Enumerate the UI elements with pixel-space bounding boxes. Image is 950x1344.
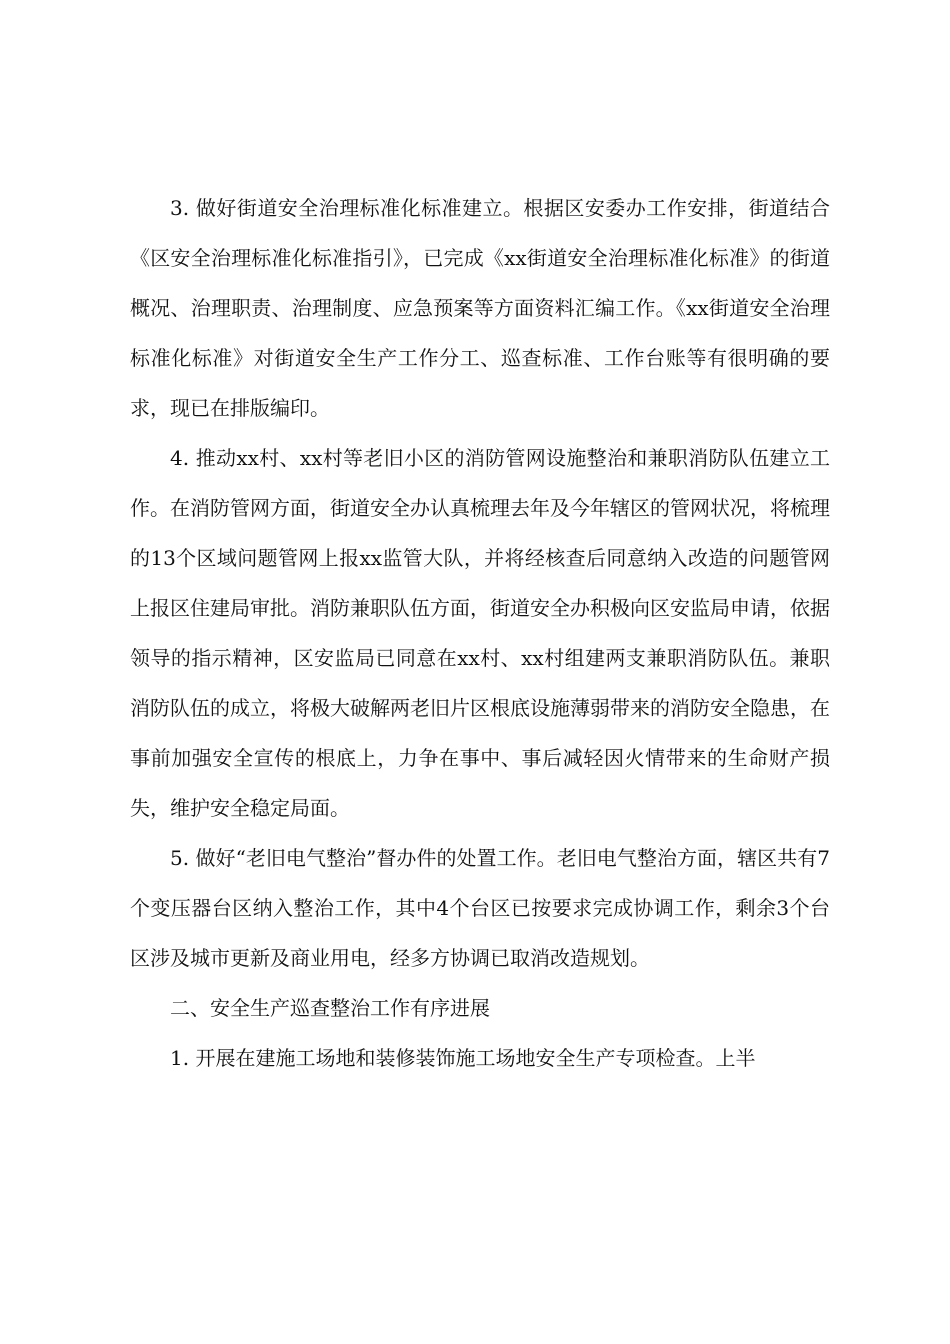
document-body bbox=[130, 183, 830, 1083]
paragraph-item-4: 4. 推动xx村、xx村等老旧小区的消防管网设施整治和兼职消防队伍建立工作。在消防管网方面，街道安全办认真梳理去年及今年辖区的管网状况，将梳理的13个区域问题管网上报xx监管大队，并将经核查后同意纳入改造的问题管网上报区住建局审批。消防兼职队伍方面，街道安全办积极向区安监局申请，依据领导的指示精神，区安监局已同意在xx村、xx村组建两支兼职消防队伍。兼职消防队伍的成立，将极大破解两老旧片区根底设施薄弱带来的消防安全隐患，在事前加强安全宣传的根底上，力争在事中、事后减轻因火情带来的生命财产损失，维护安全稳定局面。 bbox=[130, 446, 830, 820]
paragraph-item-1: 1. 开展在建施工场地和装修装饰施工场地安全生产专项检查。上半 bbox=[170, 1046, 756, 1070]
section-heading: 二、安全生产巡查整治工作有序进展 bbox=[170, 996, 490, 1020]
paragraph-item-5: 5. 做好“老旧电气整治”督办件的处置工作。老旧电气整治方面，辖区共有7个变压器台区纳入整治工作，其中4个台区已按要求完成协调工作，剩余3个台区涉及城市更新及商业用电，经多方协调已取消改造规划。 bbox=[130, 846, 830, 970]
paragraph-item-3: 3. 做好街道安全治理标准化标准建立。根据区安委办工作安排，街道结合《区安全治理标准化标准指引》，已完成《xx街道安全治理标准化标准》的街道概况、治理职责、治理制度、应急预案等方面资料汇编工作。《xx街道安全治理标准化标准》对街道安全生产工作分工、巡查标准、工作台账等有很明确的要求，现已在排版编印。 bbox=[130, 196, 830, 420]
